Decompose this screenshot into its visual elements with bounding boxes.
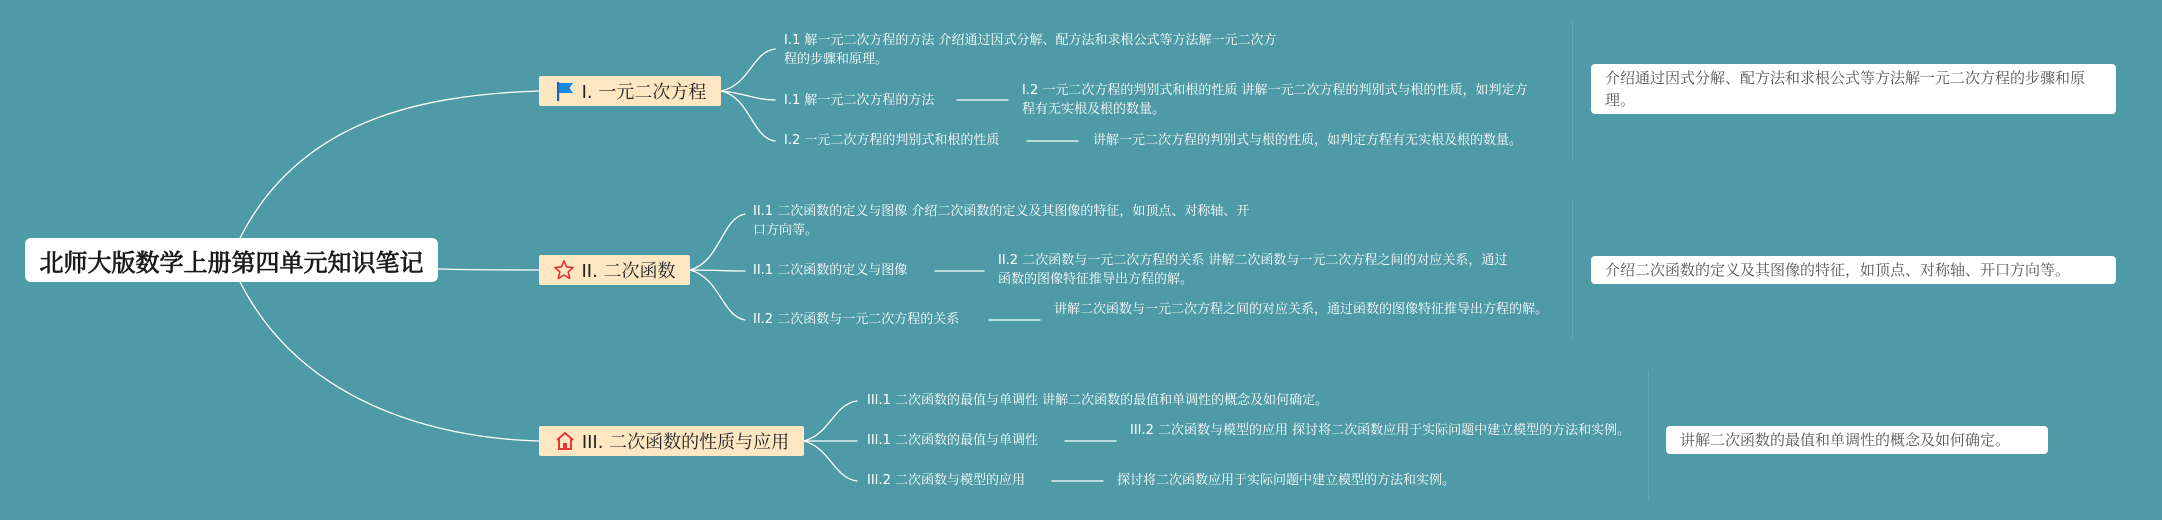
home-icon — [554, 430, 576, 452]
divider-line — [1572, 200, 1573, 340]
list-item: III.1 二次函数的最值与单调性 讲解二次函数的最值和单调性的概念及如何确定。 — [867, 393, 1329, 408]
root-node[interactable] — [25, 238, 438, 282]
divider-line — [1648, 370, 1649, 500]
root-title: 北师大版数学上册第四单元知识笔记 — [39, 248, 424, 277]
summary-card[interactable] — [1591, 64, 2116, 114]
item-label: III.1 二次函数的最值与单调性 — [867, 433, 1039, 448]
list-item: 讲解二次函数与一元二次方程之间的对应关系，通过函数的图像特征推导出方程的解。 — [1054, 302, 1549, 317]
branch-node-function-properties[interactable] — [539, 426, 804, 456]
list-item: I.2 一元二次方程的判别式和根的性质 讲解一元二次方程的判别式与根的性质，如判定方程有无实根及根的数量。 — [1022, 83, 1528, 117]
list-item: III.2 二次函数与模型的应用 探讨将二次函数应用于实际问题中建立模型的方法和实例。 — [1130, 423, 1631, 438]
summary-text: 讲解二次函数的最值和单调性的概念及如何确定。 — [1680, 431, 2011, 449]
branch-title: III. 二次函数的性质与应用 — [581, 432, 790, 453]
branch-title: II. 二次函数 — [581, 261, 676, 282]
list-item: I.1 解一元二次方程的方法 介绍通过因式分解、配方法和求根公式等方法解一元二次方程的步骤和原理。 — [784, 33, 1277, 67]
item-label: III.2 二次函数与模型的应用 — [867, 473, 1026, 488]
branch-title: I. 一元二次方程 — [581, 82, 707, 103]
item-label: II.1 二次函数的定义与图像 — [753, 263, 908, 278]
flag-icon — [554, 80, 576, 102]
summary-card[interactable] — [1666, 426, 2048, 454]
list-item: II.2 二次函数与一元二次方程的关系 讲解二次函数与一元二次方程之间的对应关系，通过函数的图像特征推导出方程的解。 — [998, 253, 1508, 287]
list-item: 探讨将二次函数应用于实际问题中建立模型的方法和实例。 — [1117, 473, 1456, 488]
branch-node-quadratic-equation[interactable] — [539, 76, 721, 106]
item-label: II.2 二次函数与一元二次方程的关系 — [753, 312, 960, 327]
summary-card[interactable] — [1591, 256, 2116, 284]
summary-text: 介绍二次函数的定义及其图像的特征，如顶点、对称轴、开口方向等。 — [1605, 261, 2071, 279]
list-item: II.1 二次函数的定义与图像 介绍二次函数的定义及其图像的特征，如顶点、对称轴、开口方向等。 — [753, 204, 1250, 238]
item-label: I.2 一元二次方程的判别式和根的性质 — [784, 133, 1000, 148]
summary-text: 介绍通过因式分解、配方法和求根公式等方法解一元二次方程的步骤和原理。 — [1605, 69, 2086, 109]
star-icon — [553, 259, 575, 281]
item-label: I.1 解一元二次方程的方法 — [784, 93, 935, 108]
list-item: 讲解一元二次方程的判别式与根的性质，如判定方程有无实根及根的数量。 — [1093, 133, 1523, 148]
divider-line — [1572, 20, 1573, 160]
branch-node-quadratic-function[interactable] — [539, 255, 690, 285]
